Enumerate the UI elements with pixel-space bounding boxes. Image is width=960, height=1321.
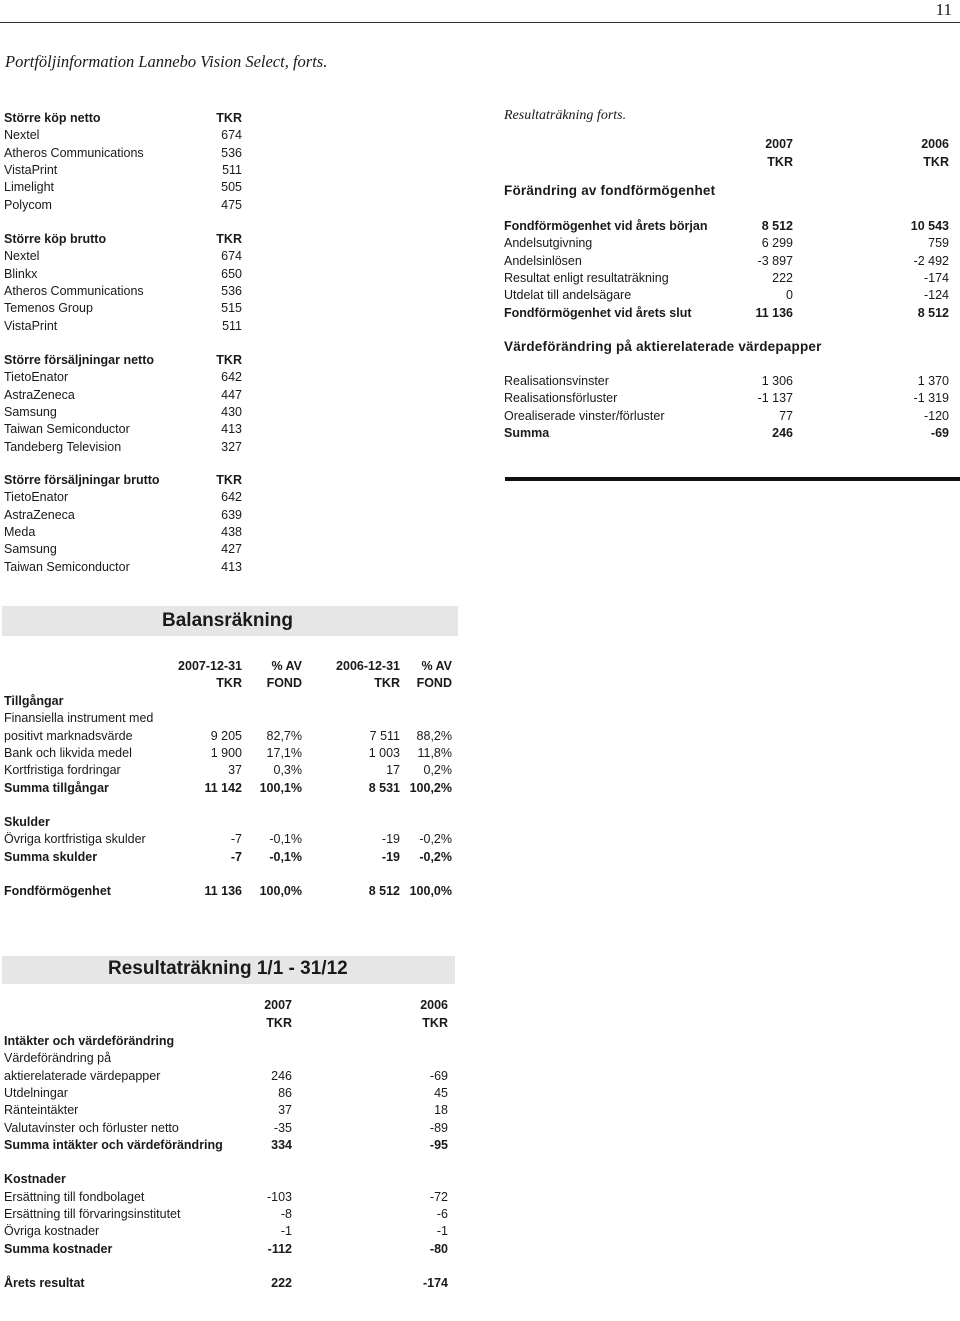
list-item-value: 475 [221,197,242,212]
balance-cell: 100,2% [409,780,452,795]
income-row-2006 [380,1258,448,1275]
fund-row-label: Andelsutgivning [504,236,593,251]
list-unit: TKR [216,473,242,487]
income-year-2007: 2007 [264,998,292,1012]
list-item-value: 536 [221,283,242,298]
fund-row-label: Fondförmögenhet vid årets början [504,219,708,233]
income-title: Resultaträkning 1/1 - 31/12 [108,958,348,979]
col-unit-2007: TKR [767,155,793,169]
list-item-name: Limelight [4,180,55,195]
balance-cell [400,710,452,727]
balance-cell: 100,0% [409,884,452,899]
list-item-value: 505 [221,180,242,195]
income-row-label: Ersättning till fondbolaget [4,1189,145,1204]
income-row-2006: 18 [434,1103,448,1118]
list-unit: TKR [216,111,242,125]
list-item-name: Tandeberg Television [4,439,122,454]
income-row-2006: -6 [436,1207,448,1221]
list-item-name: Samsung [4,542,57,557]
value-row-2007: -1 137 [757,391,793,406]
result-forts-title: Resultaträkning forts. [504,108,627,123]
value-row-2006: 1 370 [917,374,949,388]
list-item-value: 413 [221,422,242,437]
income-row-label: Värdeförändring på [4,1051,112,1066]
income-row-2006 [380,1033,448,1050]
balance-cell: 8 512 [368,884,400,899]
balance-cell [170,814,242,831]
list-item-name: AstraZeneca [4,507,75,522]
balance-cell [250,866,302,883]
income-row-2006: -174 [422,1276,448,1291]
fund-row-label: Resultat enligt resultaträkning [504,270,669,285]
list-unit: TKR [216,353,242,367]
fund-row-2006: -124 [923,288,949,303]
balance-cell: 88,2% [416,728,452,743]
fund-row-2006: -2 492 [913,253,949,268]
balance-cell: 17 [386,763,400,778]
balance-row-label: Kortfristiga fordringar [4,763,121,778]
list-item-name: Atheros Communications [4,283,144,298]
income-year-2006: 2006 [420,998,448,1012]
income-row-2007: 246 [271,1068,292,1083]
income-row-label: Ersättning till förvaringsinstitutet [4,1207,181,1221]
income-row-2006 [380,1171,448,1188]
list-title: Större försäljningar netto [4,353,155,367]
list-item-value: 674 [221,249,242,264]
list-item-name: AstraZeneca [4,387,75,402]
balance-cell [170,693,242,710]
balance-cell [250,693,302,710]
fund-row-label: Utdelat till andelsägare [504,288,632,303]
income-row-2007 [230,1154,292,1171]
balance-cell: 11 142 [204,780,242,795]
value-row-label: Realisationsvinster [504,374,609,388]
balance-cell: 7 511 [369,728,400,743]
income-row-2006: 45 [434,1085,448,1100]
list-item-name: Nextel [4,128,40,143]
list-item-value: 642 [221,370,242,385]
balance-cell [250,814,302,831]
list-item-value: 447 [221,387,242,402]
income-row-label: Årets resultat [4,1276,85,1291]
income-row-2007: -8 [280,1207,292,1221]
fund-row-2006: 759 [928,236,949,251]
list-item-name: VistaPrint [4,162,58,177]
fund-row-2006: 8 512 [917,305,949,320]
balance-cell: -7 [230,849,242,864]
fund-row-2007: 0 [786,288,793,303]
income-row-label: Utdelningar [4,1085,68,1100]
income-row-2007: -112 [267,1241,292,1256]
income-row-label: aktierelaterade värdepapper [4,1068,161,1083]
income-title-bar [2,956,455,984]
balance-cell [250,797,302,814]
balance-col-header: FOND [266,676,302,691]
balance-col-header: 2006-12-31 [336,659,400,673]
income-unit-2007: TKR [266,1016,292,1030]
balance-cell [330,866,400,883]
balance-cell [330,710,400,727]
income-row-label: Intäkter och värdeförändring [4,1034,175,1048]
income-row-2006: -72 [429,1189,448,1204]
list-title: Större köp brutto [4,232,107,246]
fund-row-2007: 8 512 [761,219,793,233]
list-title: Större köp netto [4,111,101,125]
list-item-name: TietoEnator [4,490,69,505]
list-item-name: Atheros Communications [4,145,144,160]
balance-col-header: TKR [216,676,242,691]
col-year-2007: 2007 [765,137,793,151]
balance-col-header: FOND [416,676,452,691]
balance-cell [330,693,400,710]
list-item-value: 674 [221,128,242,143]
balance-cell: 100,0% [259,884,302,899]
balance-col-header: % AV [421,659,452,673]
value-row-2006: -120 [923,408,949,423]
balance-cell [400,866,452,883]
list-item-name: Taiwan Semiconductor [4,559,130,574]
list-item-name: Polycom [4,197,52,212]
balance-row-label: Övriga kortfristiga skulder [4,832,146,847]
balance-cell [400,814,452,831]
balance-cell [330,797,400,814]
fund-row-2007: -3 897 [757,253,793,268]
income-row-2007: 222 [271,1276,292,1291]
list-item-name: TietoEnator [4,370,69,385]
income-row-label: Ränteintäkter [4,1103,79,1118]
balance-cell: -0,2% [419,832,452,847]
balance-title-bar [2,606,458,636]
value-row-2006: -69 [930,425,949,440]
balance-cell [250,710,302,727]
balance-cell: -7 [230,832,242,847]
value-change-title: Värdeförändring på aktierelaterade värdepapper [504,339,822,354]
list-item-name: VistaPrint [4,318,58,333]
fund-row-label: Andelsinlösen [504,253,582,268]
income-row-2006: -89 [429,1120,448,1135]
fund-change-title: Förändring av fondförmögenhet [504,183,716,198]
balance-row-label: Summa skulder [4,849,98,864]
list-item-value: 413 [221,559,242,574]
balance-cell: 0,3% [273,763,302,778]
balance-cell: 1 003 [368,745,400,760]
balance-cell: -0,1% [269,832,302,847]
list-item-value: 430 [221,404,242,419]
income-row-2007 [230,1050,292,1067]
balance-cell: 82,7% [266,728,302,743]
balance-cell [330,814,400,831]
divider-rule [505,477,960,481]
value-row-2006: -1 319 [913,391,949,406]
balance-row-label: Tillgångar [4,694,64,708]
list-item-name: Nextel [4,249,40,264]
value-row-2007: 77 [779,408,793,423]
income-row-2006: -95 [429,1137,448,1152]
fund-row-2007: 222 [772,270,793,285]
list-item-name: Samsung [4,404,57,419]
list-item-name: Taiwan Semiconductor [4,422,130,437]
income-row-2007: -1 [280,1224,292,1239]
value-row-label: Realisationsförluster [504,391,618,406]
income-row-2006: -80 [429,1241,448,1256]
fund-row-2006: -174 [923,270,949,285]
balance-cell [170,710,242,727]
income-row-2006: -69 [429,1068,448,1083]
balance-col-header: 2007-12-31 [178,659,242,673]
top-rule [0,22,960,23]
balance-cell [170,866,242,883]
income-row-2007: -103 [266,1189,292,1204]
balance-row-label: Summa tillgångar [4,780,109,795]
list-unit: TKR [216,232,242,246]
income-unit-2006: TKR [422,1016,448,1030]
balance-col-header: TKR [374,676,400,691]
fund-row-2007: 11 136 [755,305,793,320]
list-item-name: Temenos Group [4,301,93,316]
list-item-value: 536 [221,145,242,160]
balance-cell: 11 136 [204,884,242,899]
balance-row-label: Bank och likvida medel [4,745,132,760]
list-item-value: 511 [222,162,242,177]
list-item-value: 438 [221,524,242,539]
balance-cell: 37 [228,763,242,778]
list-item-value: 642 [221,490,242,505]
balance-cell: 1 900 [210,745,242,760]
list-item-value: 515 [221,301,242,316]
balance-cell: 11,8% [417,745,452,760]
income-row-2007: 86 [278,1085,292,1100]
balance-cell [170,797,242,814]
income-row-label: Övriga kostnader [4,1224,100,1239]
income-row-2006: -1 [436,1224,448,1239]
income-row-2007 [230,1171,292,1188]
income-row-2007 [230,1033,292,1050]
income-row-2007: -35 [273,1120,292,1135]
list-title: Större försäljningar brutto [4,473,160,487]
list-item-value: 639 [221,507,242,522]
income-row-label: Summa intäkter och värdeförändring [4,1137,223,1152]
list-item-value: 650 [221,266,242,281]
value-row-label: Orealiserade vinster/förluster [504,408,665,423]
balance-cell: 9 205 [210,728,242,743]
balance-cell [400,797,452,814]
fund-row-label: Fondförmögenhet vid årets slut [504,305,692,320]
col-unit-2006: TKR [923,155,949,169]
income-row-2007: 334 [271,1137,292,1152]
income-row-label: Kostnader [4,1172,66,1187]
page-title: Portföljinformation Lannebo Vision Select, forts. [5,52,328,71]
balance-row-label: Fondförmögenhet [4,884,111,899]
balance-cell: 0,2% [423,763,452,778]
balance-cell: -19 [381,832,400,847]
balance-cell: -19 [381,849,400,864]
income-row-label: Summa kostnader [4,1241,113,1256]
list-item-value: 511 [222,318,242,333]
fund-row-2007: 6 299 [761,236,793,251]
income-row-2006 [380,1154,448,1171]
balance-row-label: positivt marknadsvärde [4,728,133,743]
balance-cell: 100,1% [259,780,302,795]
page-number: 11 [935,0,952,19]
income-row-2007: 37 [278,1103,292,1118]
list-item-value: 327 [221,439,242,454]
income-row-label: Valutavinster och förluster netto [4,1120,179,1135]
col-year-2006: 2006 [921,137,949,151]
balance-cell: -0,1% [269,849,302,864]
fund-row-2006: 10 543 [910,219,949,233]
value-row-2007: 246 [772,425,793,440]
balance-cell: 17,1% [266,745,302,760]
balance-row-label: Finansiella instrument med [4,711,154,726]
list-item-name: Blinkx [4,266,38,281]
balance-title: Balansräkning [162,610,293,631]
list-item-name: Meda [4,524,36,539]
income-row-2006 [380,1050,448,1067]
list-item-value: 427 [221,542,242,557]
balance-row-label: Skulder [4,815,50,830]
balance-cell: 8 531 [368,780,400,795]
balance-cell [400,693,452,710]
balance-cell: -0,2% [419,849,452,864]
income-row-2007 [230,1258,292,1275]
value-row-2007: 1 306 [761,374,793,388]
value-row-label: Summa [504,425,550,440]
balance-col-header: % AV [271,659,302,673]
